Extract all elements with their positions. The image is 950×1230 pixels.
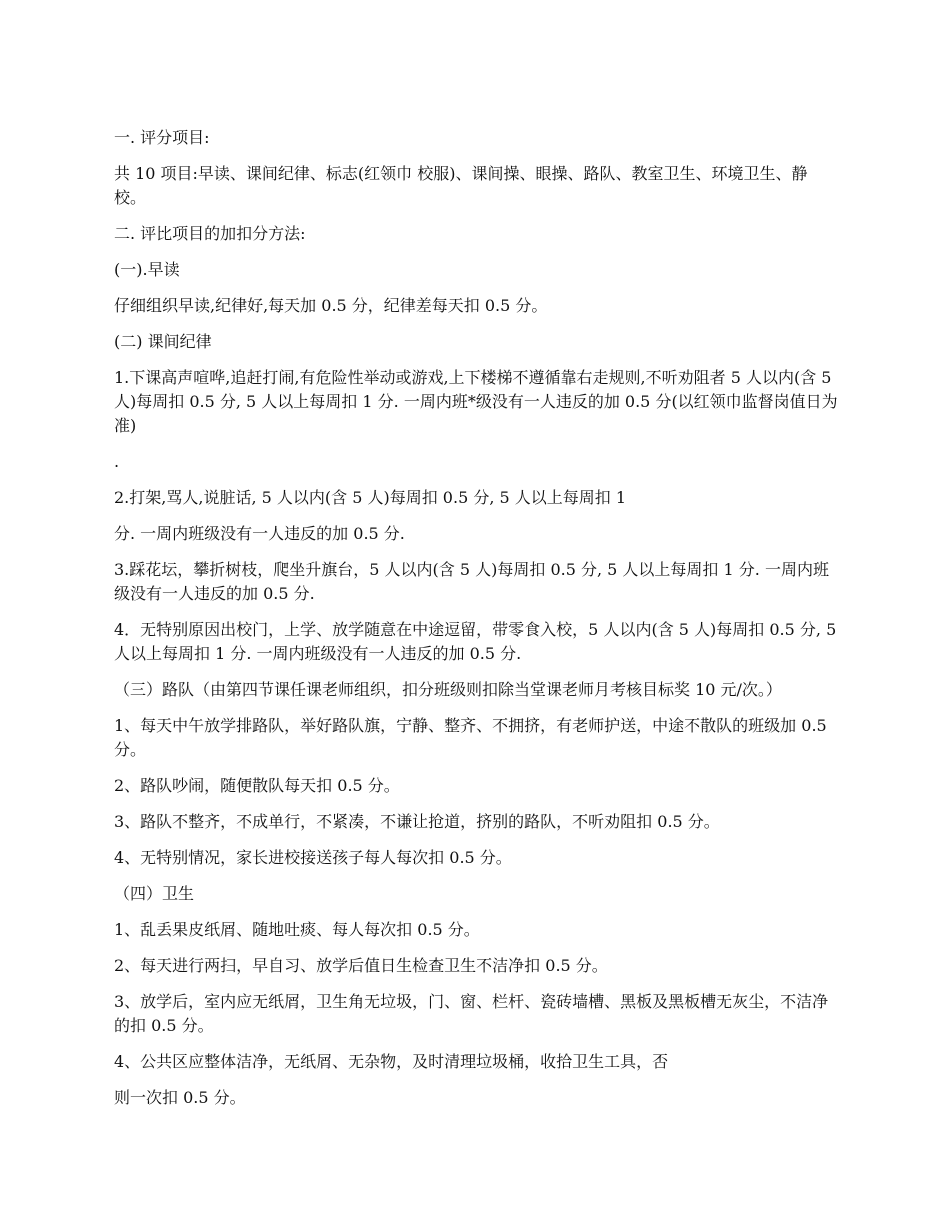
subheading-morning-reading: (一).早读 — [114, 260, 180, 279]
road-team-rule-1: 1、每天中午放学排路队，举好路队旗，宁静、整齐、不拥挤，有老师护送，中途不散队的班级加 0.5 分。 — [114, 716, 827, 759]
hygiene-rule-2: 2、每天进行两扫，早自习、放学后值日生检查卫生不洁净扣 0.5 分。 — [114, 956, 608, 975]
road-team-rule-3: 3、路队不整齐，不成单行，不紧凑，不谦让抢道，挤别的路队，不听劝阻扣 0.5 分。 — [114, 812, 720, 831]
hygiene-rule-4-cont: 则一次扣 0.5 分。 — [114, 1088, 246, 1107]
hygiene-rule-1: 1、乱丢果皮纸屑、随地吐痰、每人每次扣 0.5 分。 — [114, 920, 480, 939]
subheading-break-discipline: (二) 课间纪律 — [114, 332, 212, 351]
hygiene-rule-4: 4、公共区应整体洁净，无纸屑、无杂物，及时清理垃圾桶，收拾卫生工具，否 — [114, 1052, 669, 1071]
hygiene-rule-3: 3、放学后，室内应无纸屑，卫生角无垃圾，门、窗、栏杆、瓷砖墙槽、黑板及黑板槽无灰尘，不洁净的扣 0.5 分。 — [114, 992, 829, 1035]
subheading-hygiene: （四）卫生 — [114, 884, 195, 903]
section-heading-scoring-items: 一. 评分项目: — [114, 128, 210, 147]
section-heading-method: 二. 评比项目的加扣分方法: — [114, 224, 306, 243]
break-discipline-rule-2-cont: 分. 一周内班级没有一人违反的加 0.5 分. — [114, 524, 405, 543]
stray-period: . — [114, 452, 120, 471]
road-team-rule-4: 4、无特别情况，家长进校接送孩子每人每次扣 0.5 分。 — [114, 848, 512, 867]
morning-reading-rule: 仔细组织早读,纪律好,每天加 0.5 分，纪律差每天扣 0.5 分。 — [114, 296, 548, 315]
break-discipline-rule-2: 2.打架,骂人,说脏话, 5 人以内(含 5 人)每周扣 0.5 分, 5 人以上每周扣 1 — [114, 488, 627, 507]
break-discipline-rule-3: 3.踩花坛，攀折树枝，爬坐升旗台，5 人以内(含 5 人)每周扣 0.5 分, 5 人以上每周扣 1 分. 一周内班级没有一人违反的加 0.5 分. — [114, 560, 829, 603]
subheading-road-team: （三）路队（由第四节课任课老师组织，扣分班级则扣除当堂课老师月考核目标奖 10 元/次。） — [114, 680, 782, 699]
break-discipline-rule-1: 1.下课高声喧哗,追赶打闹,有危险性举动或游戏,上下楼梯不遵循靠右走规则,不听劝阻者 5 人以内(含 5 人)每周扣 0.5 分, 5 人以上每周扣 1 分. 一周内班*级没有一人违反的加 0.5 分(以红领巾监督岗值日为准) — [114, 368, 838, 435]
road-team-rule-2: 2、路队吵闹，随便散队每天扣 0.5 分。 — [114, 776, 400, 795]
scoring-items-list: 共 10 项目:早读、课间纪律、标志(红领巾 校服)、课间操、眼操、路队、教室卫生、环境卫生、静校。 — [114, 164, 808, 207]
break-discipline-rule-4: 4．无特别原因出校门，上学、放学随意在中途逗留，带零食入校，5 人以内(含 5 人)每周扣 0.5 分, 5 人以上每周扣 1 分. 一周内班级没有一人违反的加 0.5 分. — [114, 620, 837, 663]
